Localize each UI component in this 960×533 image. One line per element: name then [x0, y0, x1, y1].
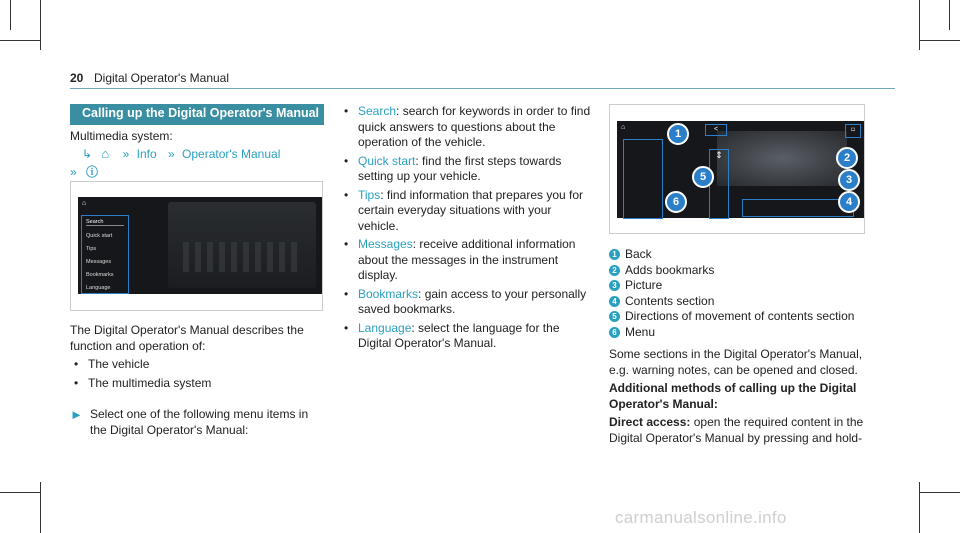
crop-mark: [919, 0, 920, 50]
menu-item-bookmarks[interactable]: Bookmarks: [86, 272, 114, 278]
back-button[interactable]: <: [705, 124, 727, 136]
list-item: • Tips: find information that prepares you for certain everyday situations with your vehicle.: [340, 188, 592, 235]
display-screen: [78, 197, 322, 294]
left-column: [70, 104, 322, 180]
notes-text: Some sections in the Digital Operator's Manual, e.g. warning notes, can be opened and closed.: [609, 347, 863, 377]
menu-item-search[interactable]: Search: [86, 219, 124, 226]
callout-legend: [609, 247, 879, 340]
keyboard-grid: [183, 242, 303, 272]
callout-5: 5: [692, 166, 714, 188]
crop-mark: [920, 492, 960, 493]
menu-panel: [623, 139, 663, 219]
manual-menu-screenshot: [70, 181, 323, 311]
info-icon[interactable]: ⓘ: [86, 164, 99, 179]
link-messages[interactable]: Messages: [358, 237, 413, 251]
nav-path-2: [70, 165, 322, 181]
intro-item: • The multimedia system: [70, 376, 322, 392]
crop-mark: [0, 492, 40, 493]
link-tips[interactable]: Tips: [358, 187, 381, 202]
callout-1: 1: [667, 123, 689, 145]
crop-mark: [10, 0, 11, 30]
multimedia-label: Multimedia system:: [70, 128, 173, 143]
scroll-arrow: ⇕: [709, 149, 729, 219]
intro-block: [70, 323, 322, 438]
direct-access-text: Direct access: open the required content in the Digital Operator's Manual by pressing and hold-: [609, 415, 864, 445]
crop-mark: [920, 40, 960, 41]
legend-item: 5 Directions of movement of contents section: [609, 309, 879, 325]
callout-4: 4: [838, 191, 860, 213]
home-icon[interactable]: ⌂: [101, 146, 110, 161]
page-number: 20: [70, 71, 84, 85]
link-language[interactable]: Language: [358, 320, 412, 335]
menu-item-tips[interactable]: Tips: [86, 246, 97, 252]
legend-item: 6 Menu: [609, 325, 879, 341]
watermark: carmanualsonline.info: [615, 508, 787, 527]
legend-item: 3 Picture: [609, 278, 879, 294]
section-heading: Calling up the Digital Operator's Manual: [70, 104, 324, 125]
menu-item-quick-start[interactable]: Quick start: [86, 233, 113, 239]
crop-mark: [919, 482, 920, 533]
header-rule: [70, 88, 895, 89]
nav-path: [82, 146, 322, 163]
menu-items-list: [340, 104, 592, 355]
list-item: • Language: select the language for the Digital Operator's Manual.: [340, 321, 592, 352]
corner-arrow-icon: ↳: [82, 147, 93, 161]
running-title: Digital Operator's Manual: [94, 71, 230, 85]
manual-layout-screenshot: [609, 104, 865, 234]
instruction-step: [70, 407, 322, 438]
legend-item: 2 Adds bookmarks: [609, 263, 879, 279]
step-text: Select one of the following menu items in the Digital Operator's Manual:: [90, 407, 309, 437]
home-icon: ⌂: [82, 200, 87, 207]
list-item: • Search: search for keywords in order to find quick answers to questions about the operation of the vehicle.: [340, 104, 592, 151]
link-bookmarks[interactable]: Bookmarks: [358, 286, 419, 301]
legend-item: 4 Contents section: [609, 294, 879, 310]
display-screen: [617, 121, 864, 218]
intro-item: • The vehicle: [70, 357, 322, 373]
intro-text: The Digital Operator's Manual describes the function and operation of:: [70, 323, 304, 353]
notes-subheading: Additional methods of calling up the Digital Operator's Manual:: [609, 381, 857, 411]
chevron-right-icon: »: [70, 164, 77, 179]
path-operators-manual[interactable]: Operator's Manual: [182, 147, 281, 161]
picture-area: [717, 131, 847, 186]
crop-mark: [949, 0, 950, 30]
crop-mark: [40, 482, 41, 533]
play-arrow-icon: ►: [70, 407, 83, 422]
link-search[interactable]: Search: [358, 104, 397, 118]
home-icon: ⌂: [621, 124, 626, 131]
menu-item-messages[interactable]: Messages: [86, 259, 112, 265]
callout-2: 2: [836, 147, 858, 169]
path-info[interactable]: Info: [136, 147, 157, 161]
crop-mark: [0, 40, 40, 41]
chevron-right-icon: »: [122, 147, 130, 161]
menu-panel: [81, 215, 129, 294]
bookmark-button[interactable]: ⌑: [845, 124, 861, 138]
list-item: • Bookmarks: gain access to your personally saved bookmarks.: [340, 287, 592, 318]
crop-mark: [40, 0, 41, 50]
list-item: • Messages: receive additional information about the messages in the instrument display.: [340, 237, 592, 284]
list-item: • Quick start: find the first steps towards setting up your vehicle.: [340, 154, 592, 185]
menu-item-language[interactable]: Language: [86, 285, 111, 291]
notes-block: [609, 347, 869, 446]
callout-6: 6: [665, 191, 687, 213]
link-quick-start[interactable]: Quick start: [358, 153, 416, 168]
callout-3: 3: [838, 169, 860, 191]
legend-item: 1 Back: [609, 247, 879, 263]
chevron-right-icon: »: [168, 147, 175, 161]
